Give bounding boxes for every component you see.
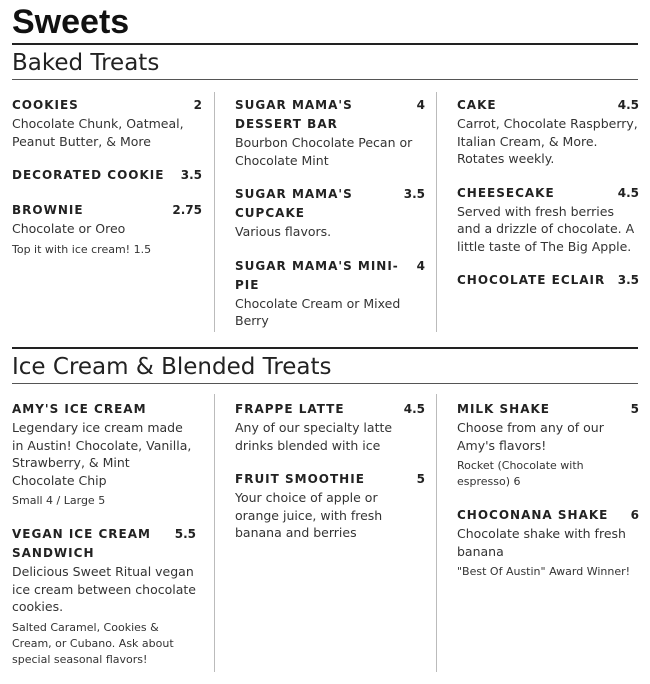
menu-item-name: AMY'S ICE CREAM [12, 402, 147, 416]
menu-item-name: DECORATED COOKIE [12, 168, 165, 182]
menu-item [457, 96, 639, 168]
menu-item-description: Chocolate Cream or Mixed Berry [235, 295, 401, 328]
menu-item [12, 201, 202, 258]
menu-item-price: 4 [416, 258, 425, 273]
menu-item [235, 185, 425, 241]
menu-item [235, 96, 425, 169]
baked-treats-column-2 [235, 96, 425, 346]
title-rule [12, 43, 638, 45]
menu-item-price: 6 [630, 508, 639, 522]
menu-item [12, 400, 196, 509]
menu-item-name: FRUIT SMOOTHIE [235, 472, 365, 486]
menu-item-name: CHEESECAKE [457, 185, 555, 200]
menu-item-header [12, 96, 202, 115]
menu-item-price: 4.5 [617, 185, 639, 200]
menu-item-header [457, 506, 639, 525]
menu-item-header [235, 96, 425, 134]
menu-item-note: Top it with ice cream! 1.5 [12, 242, 152, 256]
menu-item-price: 5.5 [174, 527, 196, 541]
menu-item-header [457, 96, 639, 115]
column-divider [436, 92, 437, 332]
menu-item [235, 470, 425, 542]
menu-item-name: CHOCOLATE ECLAIR [457, 273, 606, 287]
menu-item-description: Your choice of apple or orange juice, with fresh banana and berries [235, 490, 383, 540]
menu-item [12, 525, 196, 668]
menu-item-description: Chocolate shake with fresh banana [457, 526, 626, 559]
menu-item-header [12, 525, 196, 563]
menu-item-price: 2 [193, 98, 202, 112]
menu-item [457, 506, 639, 580]
page-title: Sweets [12, 3, 130, 41]
menu-item-price: 4 [416, 98, 425, 112]
column-divider [214, 92, 215, 332]
menu-item-price: 4.5 [617, 98, 639, 112]
menu-item-name: MILK SHAKE [457, 402, 550, 416]
menu-item-price: 5 [630, 402, 639, 416]
menu-item-price: 3.5 [617, 273, 639, 287]
menu-item-header [12, 201, 202, 220]
menu-item-name: SUGAR MAMA'S MINI-PIE [235, 258, 399, 292]
menu-item-name: VEGAN ICE CREAM SANDWICH [12, 527, 151, 560]
menu-item-note: Small 4 / Large 5 [12, 494, 106, 507]
menu-item-description: Chocolate Chunk, Oatmeal, Peanut Butter, & More [12, 116, 184, 149]
menu-item-name: COOKIES [12, 98, 79, 112]
menu-item [235, 257, 425, 330]
menu-item [457, 271, 639, 290]
section-rule [12, 383, 638, 384]
menu-item-header [12, 400, 196, 419]
baked-treats-column-1 [12, 96, 202, 274]
menu-item-price: 3.5 [180, 168, 202, 182]
ice-cream-column-3 [457, 400, 639, 596]
menu-item-header [457, 184, 639, 203]
menu-item-header [457, 400, 639, 419]
column-divider [214, 394, 215, 672]
column-divider [436, 394, 437, 672]
menu-item-header [235, 470, 425, 489]
menu-item-price: 4.5 [403, 402, 425, 416]
menu-item-description: Served with fresh berries and a drizzle of chocolate. A little taste of The Big Apple. [457, 203, 635, 254]
baked-treats-column-3 [457, 96, 639, 306]
menu-item [235, 400, 425, 454]
menu-item-description: Delicious Sweet Ritual vegan ice cream between chocolate cookies. [12, 564, 196, 614]
section-top-rule [12, 347, 638, 349]
menu-item-description: Carrot, Chocolate Raspberry, Italian Cream, & More. Rotates weekly. [457, 116, 638, 166]
menu-item-name: SUGAR MAMA'S CUPCAKE [235, 187, 353, 220]
menu-item-header [12, 166, 202, 185]
menu-item-name: SUGAR MAMA'S DESSERT BAR [235, 98, 353, 131]
menu-item-description: Bourbon Chocolate Pecan or Chocolate Mint [235, 135, 413, 168]
menu-item-price: 3.5 [403, 187, 425, 201]
menu-item-name: CAKE [457, 98, 497, 112]
section-title-ice-cream: Ice Cream & Blended Treats [12, 354, 332, 380]
section-title-baked-treats: Baked Treats [12, 50, 160, 76]
menu-item-description: Choose from any of our Amy's flavors! [457, 420, 604, 453]
menu-item-description: Any of our specialty latte drinks blended with ice [235, 420, 393, 453]
menu-item [457, 400, 639, 490]
ice-cream-column-1 [12, 400, 196, 684]
menu-item [12, 166, 202, 185]
section-rule [12, 79, 638, 80]
menu-item-name: BROWNIE [12, 203, 84, 217]
menu-item-header [235, 400, 425, 419]
menu-item-note: Salted Caramel, Cookies & Cream, or Cubano. Ask about special seasonal flavors! [12, 620, 174, 666]
menu-item-note: "Best Of Austin" Award Winner! [457, 565, 631, 578]
menu-item [12, 96, 202, 150]
menu-item-description: Legendary ice cream made in Austin! Chocolate, Vanilla, Strawberry, & Mint Chocolate Chip [12, 420, 192, 488]
menu-item-description: Various flavors. [235, 224, 332, 239]
menu-item-header [235, 185, 425, 223]
menu-item-name: FRAPPE LATTE [235, 402, 345, 416]
ice-cream-column-2 [235, 400, 425, 558]
menu-item [457, 184, 639, 256]
menu-item-price: 2.75 [172, 203, 202, 217]
menu-item-price: 5 [416, 472, 425, 486]
menu-item-note: Rocket (Chocolate with espresso) 6 [457, 459, 584, 488]
menu-item-header [457, 271, 639, 290]
menu-item-name: CHOCONANA SHAKE [457, 508, 609, 522]
menu-item-header [235, 257, 425, 295]
menu-item-description: Chocolate or Oreo [12, 221, 126, 236]
